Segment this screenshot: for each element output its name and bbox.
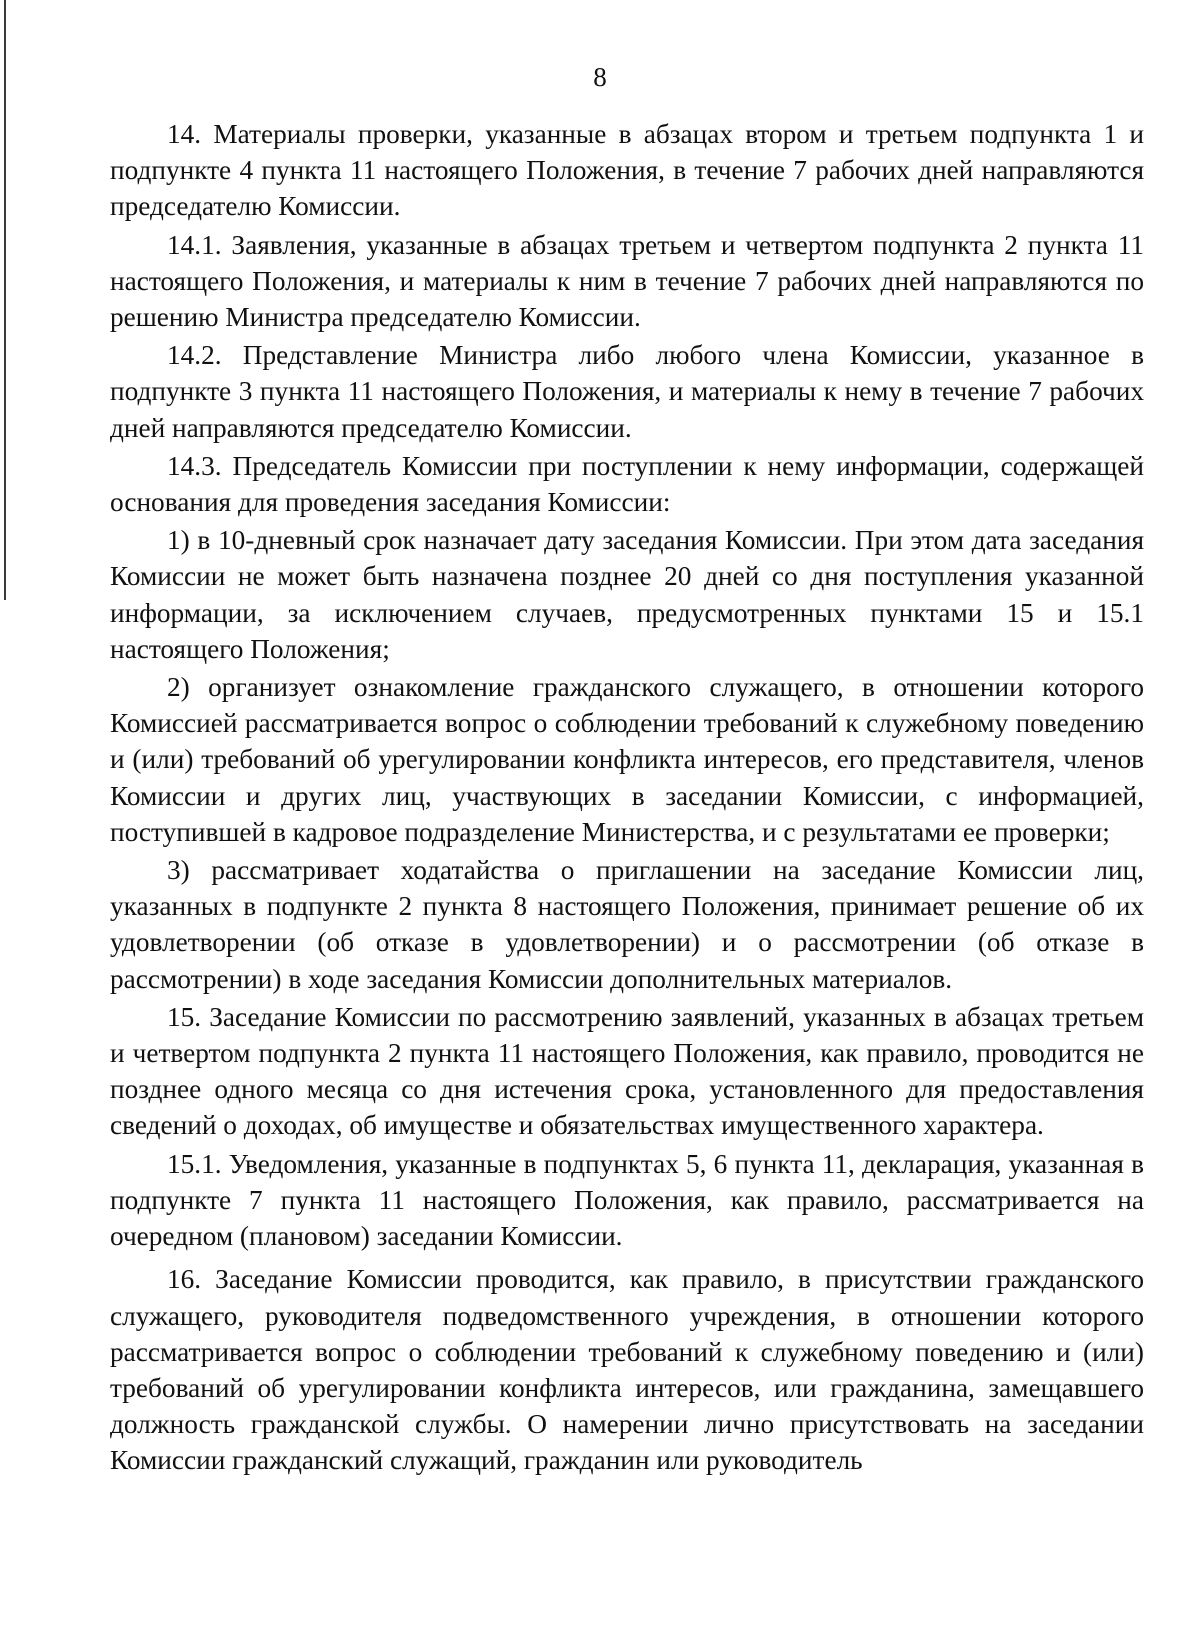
paragraph-14-3: 14.3. Председатель Комиссии при поступлении к нему информации, содержащей основания для проведения заседания Комиссии: — [110, 450, 1144, 518]
paragraph-14-3-item-3: 3) рассматривает ходатайства о приглашении на заседание Комиссии лиц, указанных в подпункте 2 пункта 8 настоящего Положения, принимает решение об их удовлетворении (об отказе в удовлетворении) и о рассмотрении (об отказе в рассмотрении) в ходе заседания Комиссии дополнительных материалов. — [110, 855, 1144, 994]
paragraph-15: 15. Заседание Комиссии по рассмотрению заявлений, указанных в абзацах третьем и четвертом подпункта 2 пункта 11 настоящего Положения, как правило, проводится не позднее одного месяца со дня истечения срока, установленного для предоставления сведений о доходах, об имуществе и обязательствах имущественного характера. — [110, 1001, 1144, 1141]
paragraph-16: 16. Заседание Комиссии проводится, как правило, в присутствии гражданского служащего, руководителя подведомственного учреждения, в отношении которого рассматривается вопрос о соблюдении требований к служебному поведению и (или) требований об урегулировании конфликта интересов, или гражданина, замещавшего должность гражданской службы. О намерении лично присутствовать на заседании Комиссии гражданский служащий, гражданин или руководитель — [110, 1264, 1144, 1476]
paragraph-15-1: 15.1. Уведомления, указанные в подпунктах 5, 6 пункта 11, декларация, указанная в подпункте 7 пункта 11 настоящего Положения, как правило, рассматривается на очередном (плановом) заседании Комиссии. — [110, 1148, 1144, 1252]
paragraph-14-3-item-1: 1) в 10-дневный срок назначает дату заседания Комиссии. При этом дата заседания Комиссии не может быть назначена позднее 20 дней со дня поступления указанной информации, за исключением случаев, предусмотренных пунктами 15 и 15.1 настоящего Положения; — [110, 525, 1144, 664]
paragraph-14-1: 14.1. Заявления, указанные в абзацах третьем и четвертом подпункта 2 пункта 11 настоящего Положения, и материалы к ним в течение 7 рабочих дней направляются по решению Министра председателю Комиссии. — [110, 229, 1144, 333]
paragraph-14: 14. Материалы проверки, указанные в абзацах втором и третьем подпункта 1 и подпункте 4 пункта 11 настоящего Положения, в течение 7 рабочих дней направляются председателю Комиссии. — [110, 119, 1144, 222]
page-number: 8 — [593, 62, 607, 92]
paragraph-14-3-item-2: 2) организует ознакомление гражданского служащего, в отношении которого Комиссией рассматривается вопрос о соблюдении требований к служебному поведению и (или) требований об урегулировании конфликта интересов, его представителя, членов Комиссии и других лиц, участвующих в заседании Комиссии, с информацией, поступившей в кадровое подразделение Министерства, и с результатами ее проверки; — [110, 672, 1144, 847]
paragraph-14-2: 14.2. Представление Министра либо любого члена Комиссии, указанное в подпункте 3 пункта 11 настоящего Положения, и материалы к нему в течение 7 рабочих дней направляются председателю Комиссии. — [110, 340, 1144, 443]
document-body — [110, 116, 1144, 1479]
